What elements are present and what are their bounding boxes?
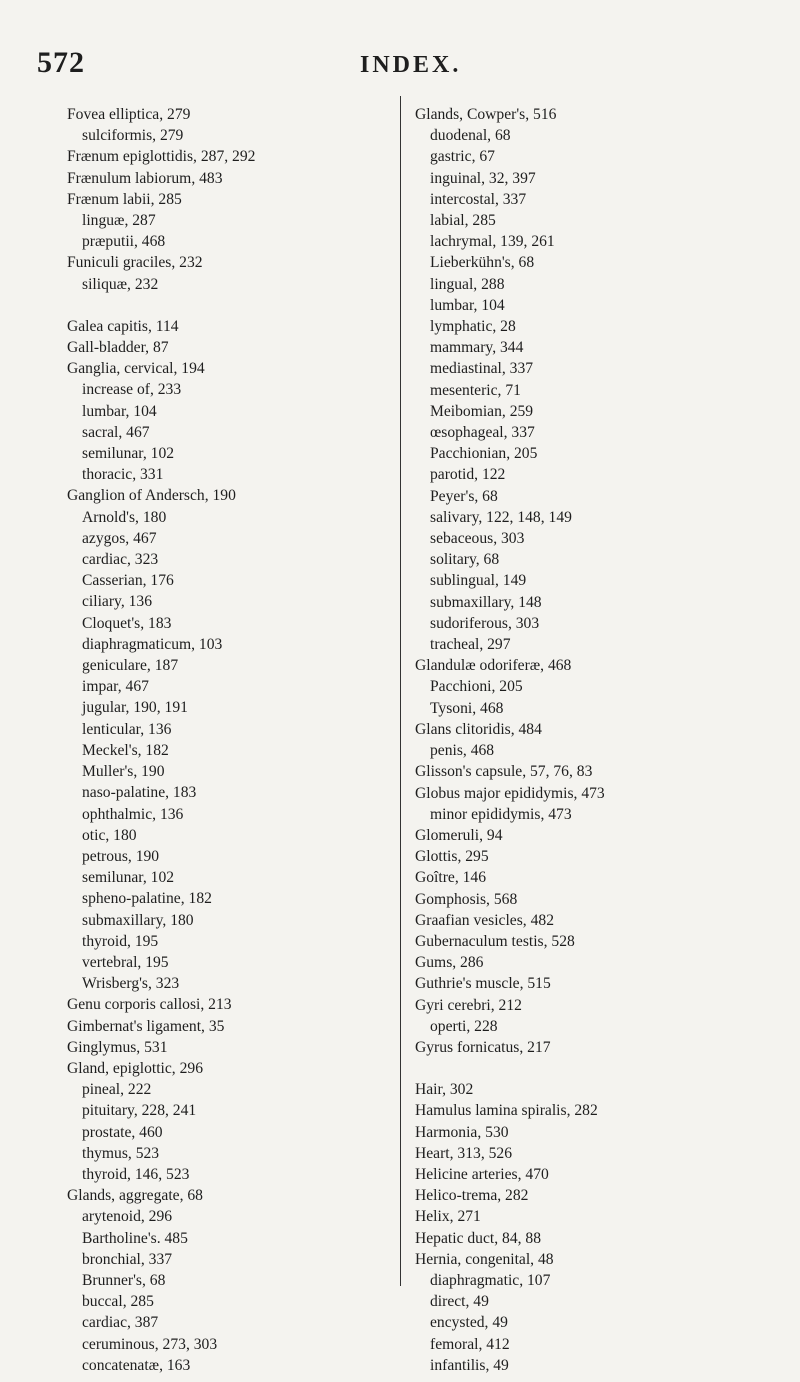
index-subentry: spheno-palatine, 182 [82,890,212,908]
index-subentry: mediastinal, 337 [430,360,534,378]
index-entry: Glottis, 295 [415,848,489,866]
index-subentry: thymus, 523 [82,1144,160,1162]
index-entry: Helico-trema, 282 [415,1187,529,1205]
index-entry: Glandulæ odoriferæ, 468 [415,657,572,675]
index-subentry: Pacchionian, 205 [430,445,538,463]
index-subentry: minor epididymis, 473 [430,805,572,823]
index-subentry: pineal, 222 [82,1081,152,1099]
index-subentry: Meckel's, 182 [82,741,169,759]
index-subentry: naso-palatine, 183 [82,784,197,802]
index-subentry: thoracic, 331 [82,466,164,484]
index-entry: Gums, 286 [415,954,484,972]
index-subentry: cardiac, 323 [82,551,159,569]
index-entry: Gall-bladder, 87 [67,339,169,357]
index-subentry: sulciformis, 279 [82,127,184,145]
index-entry: Glisson's capsule, 57, 76, 83 [415,763,593,781]
index-entry: Ganglia, cervical, 194 [67,360,205,378]
index-subentry: Lieberkühn's, 68 [430,254,535,272]
index-entry: Helix, 271 [415,1208,481,1226]
index-entry: Frænum epiglottidis, 287, 292 [67,148,256,166]
index-subentry: thyroid, 195 [82,932,159,950]
index-entry: Gland, epiglottic, 296 [67,1059,203,1077]
index-subentry: sublingual, 149 [430,572,527,590]
index-subentry: salivary, 122, 148, 149 [430,508,572,526]
index-subentry: prostate, 460 [82,1123,163,1141]
index-subentry: Pacchioni, 205 [430,678,523,696]
index-subentry: lumbar, 104 [430,296,505,314]
index-subentry: Bartholine's. 485 [82,1229,188,1247]
index-subentry: submaxillary, 148 [430,593,542,611]
index-subentry: mammary, 344 [430,339,524,357]
index-subentry: cardiac, 387 [82,1314,159,1332]
index-subentry: duodenal, 68 [430,127,511,145]
index-subentry: Muller's, 190 [82,763,165,781]
index-subentry: diaphragmaticum, 103 [82,635,223,653]
index-entry: Helicine arteries, 470 [415,1165,549,1183]
index-subentry: semilunar, 102 [82,445,175,463]
index-entry: Gyri cerebri, 212 [415,996,522,1014]
index-entry: Glans clitoridis, 484 [415,720,542,738]
index-subentry: vertebral, 195 [82,953,169,971]
index-subentry: gastric, 67 [430,148,495,166]
index-entry: Hair, 302 [415,1081,474,1099]
index-subentry: infantilis, 49 [430,1356,509,1374]
index-subentry: parotid, 122 [430,466,506,484]
index-subentry: tracheal, 297 [430,636,511,654]
index-subentry: penis, 468 [430,742,495,760]
index-entry: Glomeruli, 94 [415,826,503,844]
index-subentry: Arnold's, 180 [82,508,167,526]
index-entry: Gomphosis, 568 [415,890,518,908]
index-subentry: Cloquet's, 183 [82,614,172,632]
index-subentry: labial, 285 [430,212,496,230]
index-subentry: encysted, 49 [430,1314,508,1332]
index-entry: Gyrus fornicatus, 217 [415,1038,551,1056]
index-subentry: concatenatæ, 163 [82,1356,191,1374]
index-entry: Graafian vesicles, 482 [415,911,554,929]
index-entry: Genu corporis callosi, 213 [67,996,232,1014]
index-subentry: operti, 228 [430,1017,498,1035]
index-subentry: linguæ, 287 [82,212,156,230]
index-entry: Ginglymus, 531 [67,1038,168,1056]
index-subentry: Brunner's, 68 [82,1271,166,1289]
index-subentry: bronchial, 337 [82,1250,173,1268]
index-subentry: thyroid, 146, 523 [82,1165,190,1183]
index-subentry: arytenoid, 296 [82,1208,173,1226]
index-subentry: sacral, 467 [82,423,150,441]
index-column-left [67,104,387,1376]
index-subentry: Tysoni, 468 [430,699,504,717]
running-head: INDEX. [360,52,462,78]
index-subentry: Peyer's, 68 [430,487,498,505]
index-subentry: intercostal, 337 [430,190,527,208]
index-entry: Ganglion of Andersch, 190 [67,487,236,505]
index-subentry: ciliary, 136 [82,593,153,611]
index-entry: Globus major epididymis, 473 [415,784,605,802]
index-subentry: Meibomian, 259 [430,402,534,420]
index-entry: Glands, aggregate, 68 [67,1187,203,1205]
index-subentry: femoral, 412 [430,1335,510,1353]
index-subentry: ophthalmic, 136 [82,805,184,823]
index-subentry: increase of, 233 [82,381,182,399]
index-subentry: geniculare, 187 [82,657,179,675]
index-subentry: solitary, 68 [430,551,500,569]
index-subentry: submaxillary, 180 [82,911,194,929]
index-entry: Heart, 313, 526 [415,1144,513,1162]
index-subentry: œsophageal, 337 [430,424,535,442]
index-subentry: diaphragmatic, 107 [430,1271,551,1289]
index-subentry: otic, 180 [82,826,137,844]
index-subentry: Wrisberg's, 323 [82,975,180,993]
index-subentry: Casserian, 176 [82,572,174,590]
index-subentry: petrous, 190 [82,847,160,865]
index-subentry: direct, 49 [430,1293,489,1311]
index-entry: Hepatic duct, 84, 88 [415,1229,542,1247]
index-entry: Guthrie's muscle, 515 [415,975,551,993]
index-entry: Goître, 146 [415,869,487,887]
index-entry: Frænulum labiorum, 483 [67,169,223,187]
index-subentry: siliquæ, 232 [82,275,159,293]
column-rule [400,96,401,1286]
index-entry: Fovea elliptica, 279 [67,106,191,123]
index-subentry: pituitary, 228, 241 [82,1102,197,1120]
index-subentry: præputii, 468 [82,233,166,251]
index-subentry: mesenteric, 71 [430,381,521,399]
index-subentry: lumbar, 104 [82,402,157,420]
index-entry: Hernia, congenital, 48 [415,1250,554,1268]
index-subentry: lingual, 288 [430,275,505,293]
index-subentry: lymphatic, 28 [430,318,516,336]
index-subentry: inguinal, 32, 397 [430,169,536,187]
index-entry: Gimbernat's ligament, 35 [67,1017,225,1035]
index-entry: Glands, Cowper's, 516 [415,106,557,123]
index-entry: Funiculi graciles, 232 [67,254,203,272]
index-subentry: azygos, 467 [82,529,157,547]
index-subentry: buccal, 285 [82,1293,154,1311]
index-subentry: jugular, 190, 191 [82,699,188,717]
index-entry: Harmonia, 530 [415,1123,509,1141]
index-entry: Frænum labii, 285 [67,190,182,208]
index-column-right [415,104,755,1376]
index-entry: Hamulus lamina spiralis, 282 [415,1102,598,1120]
page-number: 572 [37,46,85,79]
index-subentry: lenticular, 136 [82,720,172,738]
index-entry: Gubernaculum testis, 528 [415,932,575,950]
index-subentry: semilunar, 102 [82,869,175,887]
index-subentry: sudoriferous, 303 [430,614,540,632]
index-entry: Galea capitis, 114 [67,317,179,335]
index-subentry: impar, 467 [82,678,149,696]
index-subentry: sebaceous, 303 [430,530,525,548]
index-subentry: ceruminous, 273, 303 [82,1335,218,1353]
index-subentry: lachrymal, 139, 261 [430,233,555,251]
